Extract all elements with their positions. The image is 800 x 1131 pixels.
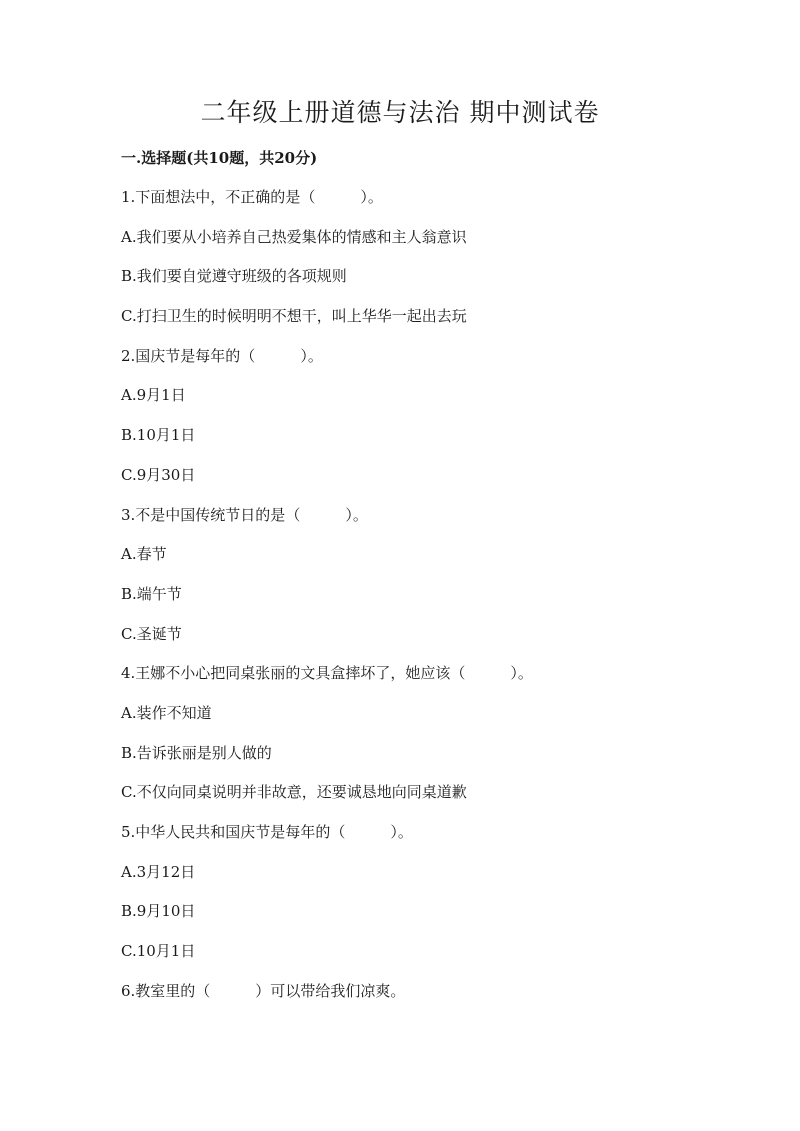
answer-option: C.9月30日 — [121, 465, 196, 484]
exam-title: 二年级上册道德与法治 期中测试卷 — [200, 98, 600, 127]
answer-option: C.打扫卫生的时候明明不想干，叫上华华一起出去玩 — [121, 307, 467, 326]
answer-option: B.9月10日 — [121, 902, 196, 921]
answer-option: B.告诉张丽是别人做的 — [121, 743, 272, 762]
answer-option: C.10月1日 — [121, 942, 196, 961]
answer-option: A.我们要从小培养自己热爱集体的情感和主人翁意识 — [121, 227, 467, 246]
question-stem: 5.中华人民共和国庆节是每年的（ ）。 — [121, 823, 413, 841]
question-stem: 6.教室里的（ ）可以带给我们凉爽。 — [121, 981, 406, 1000]
answer-option: A.装作不知道 — [121, 703, 212, 722]
answer-option: A.3月12日 — [121, 862, 196, 881]
answer-option: B.10月1日 — [121, 426, 196, 445]
answer-option: A.9月1日 — [121, 386, 186, 405]
question-stem: 4.王娜不小心把同桌张丽的文具盒摔坏了，她应该（ ）。 — [121, 664, 533, 683]
answer-option: C.不仅向同桌说明并非故意，还要诚恳地向同桌道歉 — [121, 783, 467, 802]
answer-option: C.圣诞节 — [121, 624, 182, 643]
answer-option: A.春节 — [121, 545, 167, 564]
question-list — [121, 186, 721, 1019]
question-stem: 3.不是中国传统节日的是（ ）。 — [121, 505, 368, 524]
answer-option: B.端午节 — [121, 584, 182, 603]
section-heading: 一.选择题(共10题，共20分) — [121, 149, 318, 167]
question-stem: 1.下面想法中，不正确的是（ ）。 — [121, 188, 383, 206]
question-stem: 2.国庆节是每年的（ ）。 — [121, 346, 323, 365]
answer-option: B.我们要自觉遵守班级的各项规则 — [121, 267, 347, 286]
